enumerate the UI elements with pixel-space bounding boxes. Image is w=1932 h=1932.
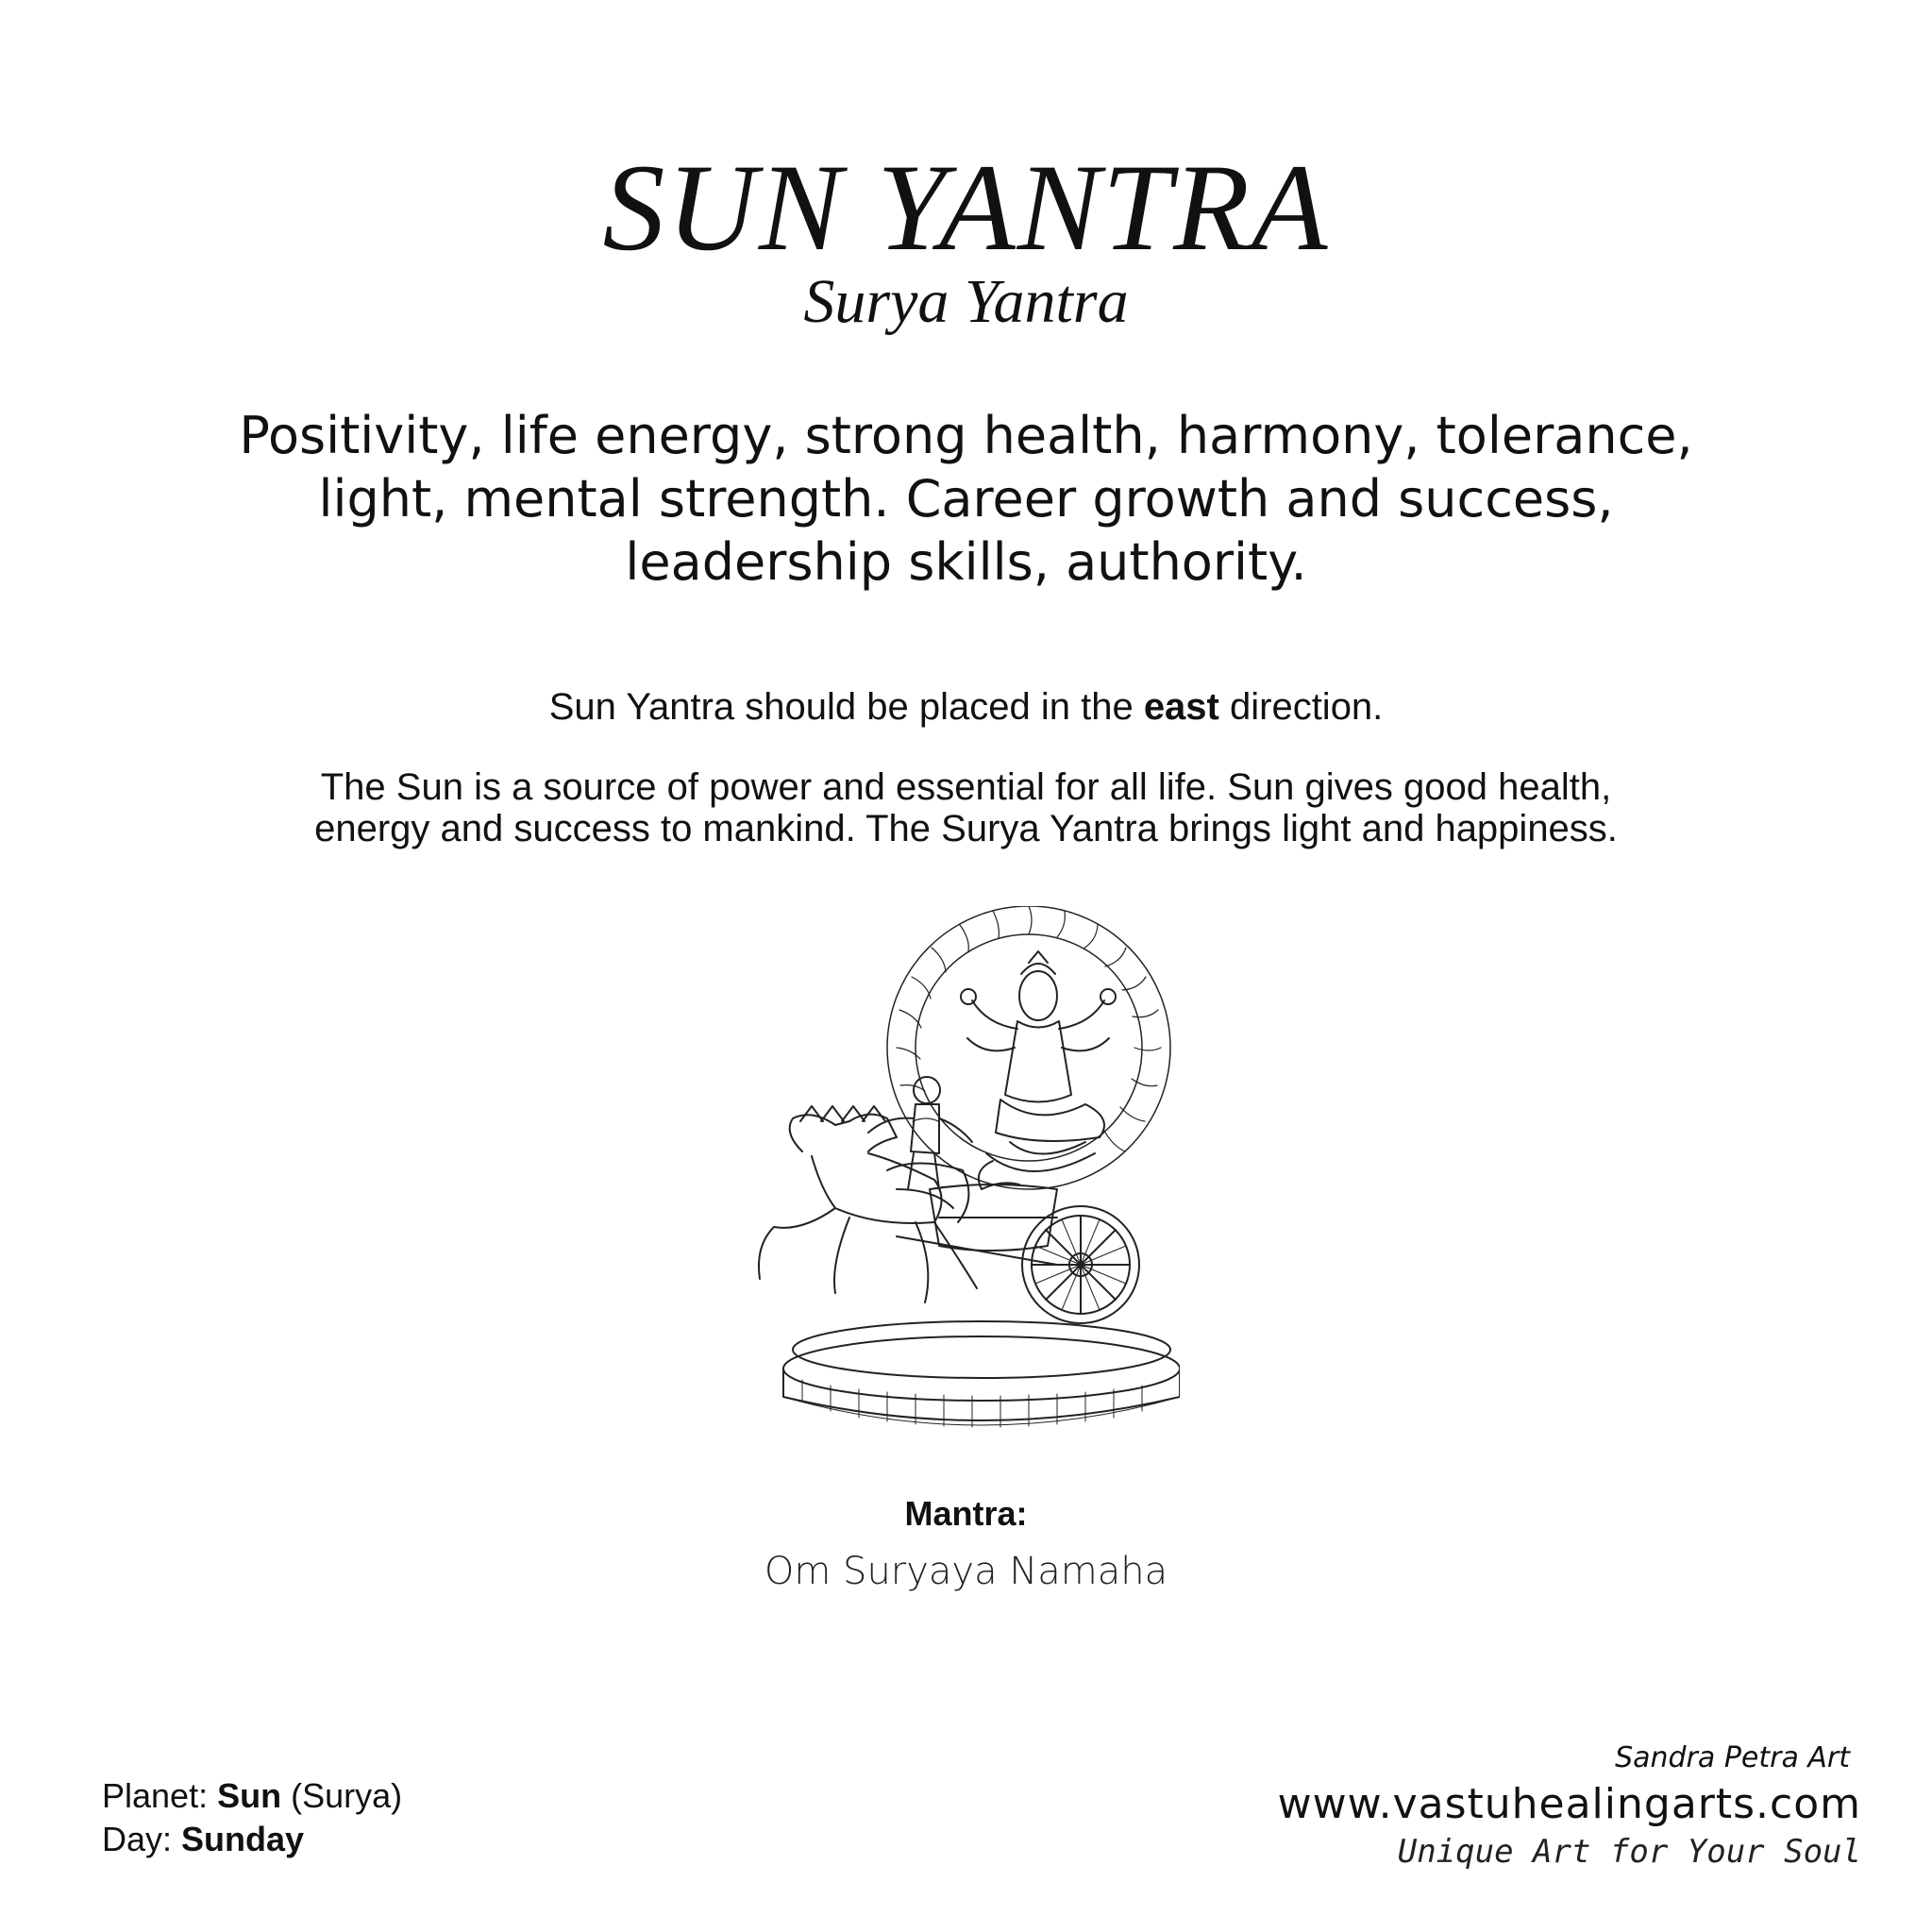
placement-direction: east — [1143, 686, 1219, 728]
horses-icon — [759, 1106, 977, 1302]
planet-alt-name: (Surya) — [281, 1776, 403, 1815]
benefits-text — [151, 404, 1781, 594]
artist-credit — [1278, 1739, 1861, 1873]
planet-value: Sun — [217, 1776, 282, 1815]
description-line: The Sun is a source of power and essential for all life. Sun gives good health, — [320, 766, 1612, 808]
placement-instruction — [0, 684, 1932, 730]
website-link[interactable]: www.vastuhealingarts.com — [1277, 1780, 1861, 1828]
description-text — [0, 766, 1932, 849]
page-title: SUN YANTRA — [602, 138, 1330, 277]
placement-text-after: direction. — [1218, 686, 1384, 728]
pedestal-icon — [783, 1321, 1180, 1427]
day-value: Sunday — [181, 1820, 305, 1858]
page-subtitle: Surya Yantra — [803, 267, 1129, 336]
benefits-line: leadership skills, authority. — [625, 532, 1307, 592]
chariot-wheel-icon — [1022, 1206, 1139, 1323]
planet-day-info — [102, 1774, 402, 1861]
planet-line — [102, 1774, 402, 1818]
tagline: Unique Art for Your Soul — [1397, 1833, 1861, 1871]
day-line — [102, 1818, 402, 1861]
benefits-line: Positivity, life energy, strong health, harmony, tolerance, — [239, 406, 1693, 465]
surya-chariot-illustration — [746, 906, 1180, 1453]
mantra-label: Mantra: — [904, 1494, 1028, 1533]
placement-text-before: Sun Yantra should be placed in the — [548, 686, 1144, 728]
mantra-text: Om Suryaya Namaha — [764, 1550, 1168, 1593]
benefits-line: light, mental strength. Career growth and success, — [318, 469, 1614, 529]
deity-figure-icon — [961, 951, 1116, 1189]
sun-halo-icon — [887, 906, 1170, 1189]
day-label: Day: — [102, 1820, 182, 1858]
artist-name: Sandra Petra Art — [1615, 1741, 1850, 1774]
description-line: energy and success to mankind. The Surya Yantra brings light and happiness. — [314, 808, 1618, 849]
planet-label: Planet: — [102, 1776, 218, 1815]
